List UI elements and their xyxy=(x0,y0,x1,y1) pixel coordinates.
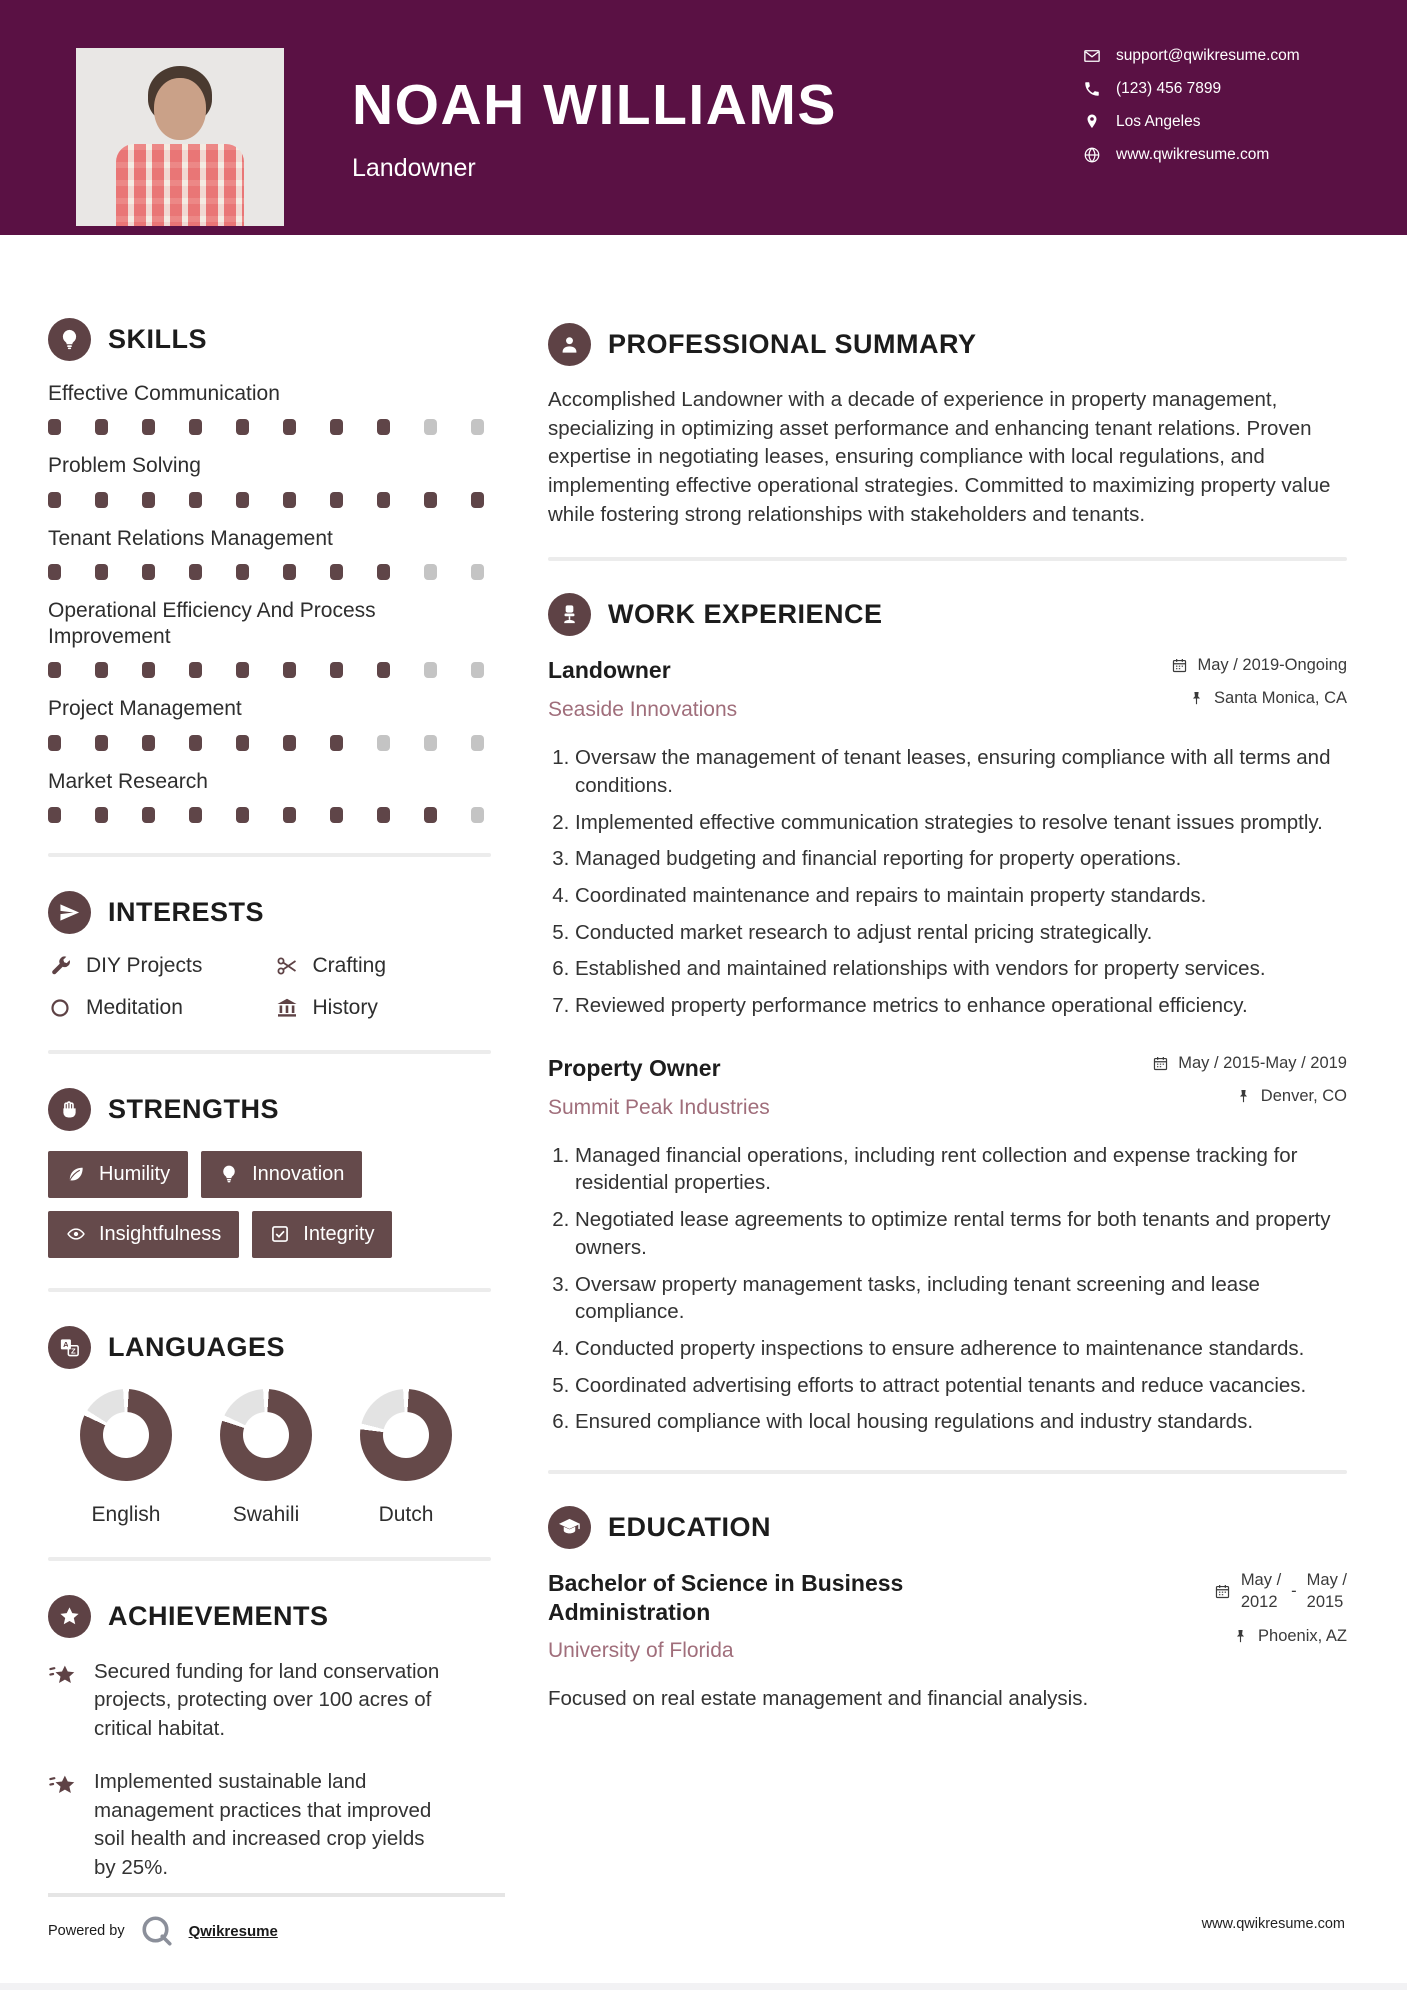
job-location-text: Denver, CO xyxy=(1260,1086,1347,1105)
strength-chip xyxy=(201,1151,362,1198)
skill-dot-filled xyxy=(48,735,61,751)
fist-icon xyxy=(58,1098,81,1121)
strength-label: Integrity xyxy=(303,1222,375,1245)
skill-dot-filled xyxy=(330,807,343,823)
skill-dot-filled xyxy=(142,662,155,678)
skill-dot-filled xyxy=(95,419,108,435)
skill-item xyxy=(48,453,491,507)
shooting-star-icon xyxy=(48,1770,78,1800)
skill-dot-filled xyxy=(189,662,202,678)
skill-dot-filled xyxy=(142,807,155,823)
graduation-cap-icon xyxy=(548,1506,591,1549)
job-title: Landowner xyxy=(548,657,671,684)
skill-dot-filled xyxy=(377,492,390,508)
job-bullet: 4. Coordinated maintenance and repairs to maintain property standards. xyxy=(575,882,1347,910)
pushpin-icon xyxy=(1188,690,1205,707)
education-section-header xyxy=(548,1506,1347,1549)
language-donut-chart xyxy=(80,1389,172,1481)
translate-icon xyxy=(58,1336,81,1359)
skill-dot-empty xyxy=(424,735,437,751)
strength-label: Innovation xyxy=(252,1162,345,1185)
strength-chip xyxy=(252,1211,392,1258)
globe-icon xyxy=(1083,146,1101,164)
shooting-star-icon xyxy=(48,1770,78,1800)
languages-section-header xyxy=(48,1326,491,1369)
skill-dot-filled xyxy=(424,492,437,508)
skill-dot-filled xyxy=(283,564,296,580)
skill-rating xyxy=(48,564,491,580)
calendar-icon xyxy=(1214,1583,1231,1600)
summary-text: Accomplished Landowner with a decade of experience in property management, specializing in optimizing asset performance and enhancing tenant relations. Proven expertise in negotiating leases, ensuring compliance with local regulations, and implementing effective operational strategies. Committed to maximizing property value while fostering strong relationships with stakeholders and tenants. xyxy=(548,388,1331,526)
calendar-icon xyxy=(1171,657,1188,674)
svg-text:Z: Z xyxy=(70,1346,76,1356)
skill-name: Problem Solving xyxy=(48,454,201,478)
email-icon xyxy=(1083,47,1101,65)
interests-list xyxy=(48,954,491,1020)
skill-item xyxy=(48,696,491,750)
header-identity xyxy=(352,0,1083,235)
skill-dot-filled xyxy=(48,662,61,678)
job-bullet-list xyxy=(548,1142,1347,1436)
skill-dot-filled xyxy=(189,492,202,508)
contact-row[interactable] xyxy=(1083,145,1345,165)
bulb-icon xyxy=(219,1164,239,1184)
achievement-item xyxy=(48,1658,491,1744)
bulb-icon xyxy=(219,1164,239,1184)
skill-dot-filled xyxy=(377,807,390,823)
divider xyxy=(48,1050,491,1054)
job-entry xyxy=(548,1054,1347,1436)
paper-plane-icon xyxy=(58,901,81,924)
interest-item xyxy=(48,996,265,1020)
interest-item xyxy=(48,954,265,978)
skill-dot-filled xyxy=(330,419,343,435)
school-name: University of Florida xyxy=(548,1639,734,1663)
contact-row[interactable] xyxy=(1083,46,1345,66)
education-dates xyxy=(1214,1569,1347,1614)
skill-dot-empty xyxy=(471,807,484,823)
job-location xyxy=(1152,1087,1347,1106)
contact-list xyxy=(1083,0,1345,235)
divider xyxy=(48,853,491,857)
paper-plane-icon xyxy=(48,891,91,934)
skill-rating xyxy=(48,735,491,751)
job-location-text: Santa Monica, CA xyxy=(1214,689,1347,708)
skill-name: Market Research xyxy=(48,769,208,793)
skill-rating xyxy=(48,419,491,435)
strengths-title: STRENGTHS xyxy=(108,1093,280,1124)
wrench-icon xyxy=(48,954,72,978)
divider xyxy=(548,557,1347,561)
education-note: Focused on real estate management and financial analysis. xyxy=(548,1687,1089,1711)
summary-section-header xyxy=(548,323,1347,366)
skill-dot-filled xyxy=(95,735,108,751)
person-icon xyxy=(548,323,591,366)
skill-dot-filled xyxy=(330,564,343,580)
pin-icon xyxy=(1235,1088,1252,1105)
language-name: Dutch xyxy=(378,1502,434,1526)
strength-chip xyxy=(48,1151,188,1198)
calendar-icon xyxy=(1152,1055,1169,1072)
qwikresume-link[interactable]: Qwikresume xyxy=(188,1922,278,1940)
location-icon xyxy=(1083,113,1101,131)
skill-dot-empty xyxy=(471,419,484,435)
edu-start-year: 2012 xyxy=(1240,1593,1278,1612)
job-title: Property Owner xyxy=(548,1054,721,1081)
skill-dot-filled xyxy=(283,662,296,678)
circle-icon xyxy=(48,996,72,1020)
contact-text: support@qwikresume.com xyxy=(1116,47,1300,64)
job-bullet-list xyxy=(548,744,1347,1019)
museum-icon xyxy=(275,996,299,1020)
skill-dot-filled xyxy=(48,492,61,508)
interest-label: History xyxy=(312,995,378,1019)
lightbulb-icon xyxy=(48,318,91,361)
work-title: WORK EXPERIENCE xyxy=(608,599,883,630)
person-icon xyxy=(558,333,581,356)
contact-text: (123) 456 7899 xyxy=(1116,80,1222,97)
achievement-text: Secured funding for land conservation projects, protecting over 100 acres of critical habitat. xyxy=(94,1659,440,1741)
star-icon xyxy=(48,1595,91,1638)
skill-name: Effective Communication xyxy=(48,382,280,405)
translate-icon xyxy=(48,1326,91,1369)
phone-icon xyxy=(1083,80,1101,98)
location-icon xyxy=(1083,113,1101,131)
skill-dot-filled xyxy=(95,807,108,823)
contact-row[interactable] xyxy=(1083,79,1345,99)
skill-dot-filled xyxy=(189,735,202,751)
q-logo-icon xyxy=(139,1913,175,1949)
job-bullet: 1. Oversaw the management of tenant leases, ensuring compliance with all terms and conditions. xyxy=(575,744,1347,799)
right-column xyxy=(548,235,1347,1907)
job-bullet: 1. Managed financial operations, including rent collection and expense tracking for residential properties. xyxy=(575,1142,1347,1197)
footer-divider xyxy=(48,1893,505,1897)
interest-label: DIY Projects xyxy=(86,953,203,977)
language-item xyxy=(80,1389,172,1527)
skills-list xyxy=(48,381,491,823)
globe-icon xyxy=(1083,146,1101,164)
skills-section-header xyxy=(48,318,491,361)
skill-dot-empty xyxy=(424,662,437,678)
footer-site-url: www.qwikresume.com xyxy=(1201,1916,1345,1932)
languages-list xyxy=(48,1389,491,1527)
languages-title: LANGUAGES xyxy=(108,1331,286,1362)
bulb-icon xyxy=(58,328,81,351)
powered-by-label: Powered by xyxy=(48,1923,125,1939)
calendar-icon xyxy=(1152,1055,1169,1072)
profile-photo xyxy=(76,48,284,226)
circle-icon xyxy=(48,996,72,1020)
language-item xyxy=(360,1389,452,1527)
skill-dot-filled xyxy=(142,419,155,435)
job-meta xyxy=(1171,656,1347,722)
achievement-text: Implemented sustainable land management practices that improved soil health and increased crop yields by 25%. xyxy=(94,1769,432,1879)
job-location xyxy=(1171,689,1347,708)
achievements-title: ACHIEVEMENTS xyxy=(108,1600,329,1631)
edu-end-year: 2015 xyxy=(1306,1593,1344,1612)
footer-left xyxy=(48,1893,505,1949)
language-name: Swahili xyxy=(232,1502,300,1526)
candidate-title: Landowner xyxy=(352,154,476,182)
photo-face xyxy=(154,78,206,140)
skill-dot-filled xyxy=(471,492,484,508)
skill-dot-filled xyxy=(95,564,108,580)
skill-dot-filled xyxy=(95,662,108,678)
contact-text: www.qwikresume.com xyxy=(1116,146,1270,163)
skill-dot-filled xyxy=(330,662,343,678)
skill-dot-filled xyxy=(236,807,249,823)
scissors-icon xyxy=(275,954,299,978)
check-square-icon xyxy=(270,1224,290,1244)
job-entry xyxy=(548,656,1347,1019)
skill-rating xyxy=(48,807,491,823)
grad-cap-icon xyxy=(558,1516,581,1539)
edu-start-month: May / xyxy=(1240,1570,1282,1589)
skill-item xyxy=(48,598,491,679)
skill-dot-empty xyxy=(471,662,484,678)
skill-dot-empty xyxy=(377,735,390,751)
contact-text: Los Angeles xyxy=(1116,113,1201,130)
email-icon xyxy=(1083,47,1101,65)
calendar-icon xyxy=(1214,1583,1231,1600)
interest-item xyxy=(275,954,492,978)
photo-shirt xyxy=(116,144,244,226)
header xyxy=(0,0,1407,235)
education-entry xyxy=(548,1569,1347,1712)
language-name: English xyxy=(91,1502,161,1526)
degree-name: Bachelor of Science in Business Administration xyxy=(548,1569,904,1625)
company-name: Seaside Innovations xyxy=(548,698,738,722)
skill-dot-filled xyxy=(377,662,390,678)
shooting-star-icon xyxy=(48,1660,78,1690)
skill-dot-filled xyxy=(236,419,249,435)
summary-title: PROFESSIONAL SUMMARY xyxy=(608,329,977,359)
leaf-icon xyxy=(66,1164,86,1184)
job-meta xyxy=(1152,1054,1347,1120)
language-item xyxy=(220,1389,312,1527)
page-body xyxy=(0,235,1407,1907)
skill-dot-empty xyxy=(471,735,484,751)
language-donut-chart xyxy=(360,1389,452,1481)
strengths-list xyxy=(48,1151,491,1258)
interest-label: Meditation xyxy=(86,995,183,1019)
phone-icon xyxy=(1083,80,1101,98)
skill-dot-empty xyxy=(471,564,484,580)
achievements-section-header xyxy=(48,1595,491,1638)
work-section-header xyxy=(548,593,1347,636)
skill-dot-filled xyxy=(236,492,249,508)
interest-item xyxy=(275,996,492,1020)
job-bullet: 6. Established and maintained relationships with vendors for property services. xyxy=(575,955,1347,983)
skill-dot-filled xyxy=(48,419,61,435)
language-donut-chart xyxy=(220,1389,312,1481)
divider xyxy=(48,1288,491,1292)
company-name: Summit Peak Industries xyxy=(548,1095,770,1119)
divider xyxy=(548,1470,1347,1474)
scissors-icon xyxy=(275,954,299,978)
skill-dot-filled xyxy=(283,807,296,823)
job-bullet: 7. Reviewed property performance metrics to enhance operational efficiency. xyxy=(575,992,1347,1020)
eye-icon xyxy=(66,1224,86,1244)
svg-text:A: A xyxy=(63,1339,69,1349)
divider xyxy=(48,1557,491,1561)
job-date-text: May / 2015-May / 2019 xyxy=(1178,1053,1347,1072)
job-bullet: 6. Ensured compliance with local housing regulations and industry standards. xyxy=(575,1408,1347,1436)
pushpin-icon xyxy=(1232,1628,1249,1645)
job-bullet: 3. Managed budgeting and financial reporting for property operations. xyxy=(575,845,1347,873)
job-date-text: May / 2019-Ongoing xyxy=(1197,656,1347,675)
check-square-icon xyxy=(270,1224,290,1244)
candidate-name: NOAH WILLIAMS xyxy=(352,73,837,137)
star-icon xyxy=(58,1605,81,1628)
skill-dot-filled xyxy=(283,492,296,508)
chair-icon xyxy=(558,603,581,626)
skill-item xyxy=(48,381,491,435)
skill-dot-filled xyxy=(236,662,249,678)
pin-icon xyxy=(1232,1628,1249,1645)
pin-icon xyxy=(1188,690,1205,707)
strength-label: Insightfulness xyxy=(99,1222,222,1245)
pushpin-icon xyxy=(1235,1088,1252,1105)
skill-dot-filled xyxy=(95,492,108,508)
education-location xyxy=(1214,1627,1347,1646)
education-title: EDUCATION xyxy=(608,1511,771,1542)
interests-section-header xyxy=(48,891,491,934)
education-location-text: Phoenix, AZ xyxy=(1258,1627,1347,1646)
page-bottom-bar xyxy=(0,1983,1407,1990)
skill-dot-filled xyxy=(424,807,437,823)
eye-icon xyxy=(66,1224,86,1244)
shooting-star-icon xyxy=(48,1660,78,1690)
museum-icon xyxy=(275,996,299,1020)
leaf-icon xyxy=(66,1164,86,1184)
qwikresume-logo-icon xyxy=(139,1913,175,1949)
skill-item xyxy=(48,769,491,823)
job-bullet: 2. Implemented effective communication strategies to resolve tenant issues promptly. xyxy=(575,809,1347,837)
skill-dot-filled xyxy=(236,564,249,580)
interest-label: Crafting xyxy=(312,953,387,977)
skill-dot-empty xyxy=(424,564,437,580)
skill-dot-filled xyxy=(189,807,202,823)
job-bullet: 5. Conducted market research to adjust rental pricing strategically. xyxy=(575,919,1347,947)
skill-dot-filled xyxy=(189,419,202,435)
edu-date-separator: - xyxy=(1291,1581,1297,1600)
skill-dot-filled xyxy=(48,564,61,580)
skill-dot-filled xyxy=(48,807,61,823)
skill-dot-filled xyxy=(236,735,249,751)
strengths-section-header xyxy=(48,1088,491,1131)
wrench-icon xyxy=(48,954,72,978)
calendar-icon xyxy=(1171,657,1188,674)
fist-icon xyxy=(48,1088,91,1131)
job-dates xyxy=(1171,656,1347,675)
skill-dot-filled xyxy=(330,735,343,751)
skill-dot-filled xyxy=(377,419,390,435)
skill-dot-filled xyxy=(283,735,296,751)
achievement-item xyxy=(48,1768,491,1883)
achievements-list xyxy=(48,1658,491,1883)
skill-name: Tenant Relations Management xyxy=(48,526,333,550)
skill-dot-filled xyxy=(330,492,343,508)
skill-dot-filled xyxy=(142,564,155,580)
skill-dot-filled xyxy=(189,564,202,580)
skill-rating xyxy=(48,662,491,678)
left-column xyxy=(48,235,491,1907)
job-bullet: 2. Negotiated lease agreements to optimize rental terms for both tenants and property owners. xyxy=(575,1206,1347,1261)
job-bullet: 3. Oversaw property management tasks, including tenant screening and lease compliance. xyxy=(575,1271,1347,1326)
skill-dot-filled xyxy=(377,564,390,580)
skill-item xyxy=(48,526,491,580)
office-chair-icon xyxy=(548,593,591,636)
education-meta xyxy=(1214,1569,1347,1661)
interests-title: INTERESTS xyxy=(108,896,265,927)
contact-row[interactable] xyxy=(1083,112,1345,132)
job-bullet: 5. Coordinated advertising efforts to attract potential tenants and reduce vacancies. xyxy=(575,1372,1347,1400)
strength-label: Humility xyxy=(99,1162,171,1185)
skill-name: Project Management xyxy=(48,697,242,721)
strength-chip xyxy=(48,1211,239,1258)
skill-dot-filled xyxy=(142,492,155,508)
skill-name: Operational Efficiency And Process Improvement xyxy=(48,598,376,648)
job-list xyxy=(548,656,1347,1435)
skills-title: SKILLS xyxy=(108,324,208,354)
skill-dot-filled xyxy=(142,735,155,751)
job-dates xyxy=(1152,1054,1347,1073)
skill-rating xyxy=(48,492,491,508)
skill-dot-filled xyxy=(283,419,296,435)
edu-end-month: May / xyxy=(1306,1570,1347,1589)
skill-dot-empty xyxy=(424,419,437,435)
job-bullet: 4. Conducted property inspections to ensure adherence to maintenance standards. xyxy=(575,1335,1347,1363)
